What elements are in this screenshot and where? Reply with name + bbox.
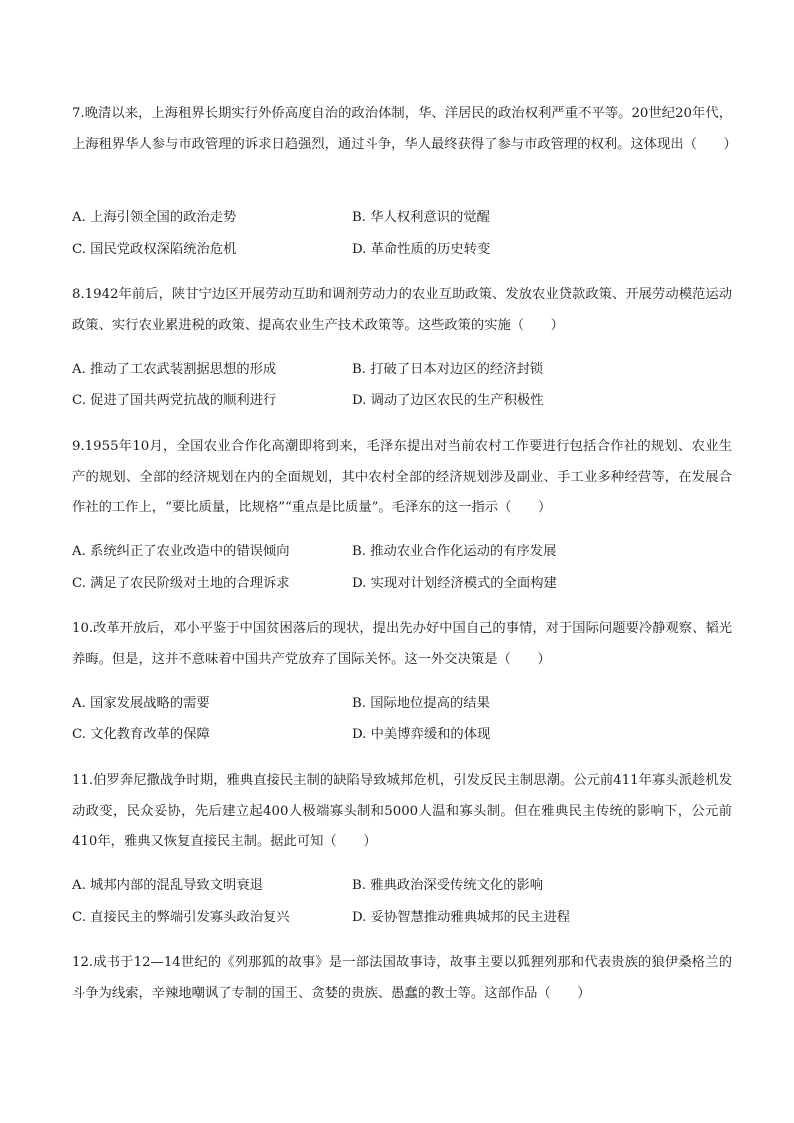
question-7-option-a: A. 上海引领全国的政治走势 — [72, 210, 237, 225]
question-11-option-c: C. 直接民主的弊端引发寡头政治复兴 — [72, 910, 290, 925]
question-7-option-d: D. 革命性质的历史转变 — [352, 242, 491, 257]
question-10-option-d: D. 中美博弈缓和的体现 — [352, 727, 491, 742]
question-10-option-b: B. 国际地位提高的结果 — [352, 696, 490, 711]
question-8-option-d: D. 调动了边区农民的生产积极性 — [352, 393, 544, 408]
question-8-option-a: A. 推动了工农武装割据思想的形成 — [72, 362, 277, 377]
question-11-stem: 11.伯罗奔尼撒战争时期，雅典直接民主制的缺陷导致城邦危机，引发反民主制思潮。公元前411年寡头派趁机发动政变，民众妥协，先后建立起400人极端寡头制和5000人温和寡头制。但在雅典民主传统的影响下，公元前410年，雅典又恢复直接民主制。据此可知（ ） — [72, 773, 732, 849]
question-7-stem: 7.晚清以来，上海租界长期实行外侨高度自治的政治体制，华、洋居民的政治权利严重不平等。20世纪20年代，上海租界华人参与市政管理的诉求日趋强烈，通过斗争，华人最终获得了参与市政管理的权利。这体现出（ ） — [72, 106, 737, 152]
question-11-option-a: A. 城邦内部的混乱导致文明衰退 — [72, 878, 263, 893]
question-10-option-a: A. 国家发展战略的需要 — [72, 696, 210, 711]
question-9-option-c: C. 满足了农民阶级对土地的合理诉求 — [72, 576, 290, 591]
question-12-stem: 12.成书于12—14世纪的《列那狐的故事》是一部法国故事诗，故事主要以狐狸列那和代表贵族的狼伊桑格兰的斗争为线索，辛辣地嘲讽了专制的国王、贪婪的贵族、愚蠢的教士等。这部作品（ ） — [72, 955, 732, 1001]
question-7-option-c: C. 国民党政权深陷统治危机 — [72, 242, 237, 257]
question-10-stem: 10.改革开放后，邓小平鉴于中国贫困落后的现状，提出先办好中国自己的事情，对于国际问题要冷静观察、韬光养晦。但是，这并不意味着中国共产党放弃了国际关怀。这一外交决策是（ ） — [72, 621, 732, 667]
question-9-option-b: B. 推动农业合作化运动的有序发展 — [352, 544, 557, 559]
question-8-stem: 8.1942年前后，陕甘宁边区开展劳动互助和调剂劳动力的农业互助政策、发放农业贷款政策、开展劳动模范运动政策、实行农业累进税的政策、提高农业生产技术政策等。这些政策的实施（ ） — [72, 287, 732, 333]
question-8-option-b: B. 打破了日本对边区的经济封锁 — [352, 362, 544, 377]
question-9-option-d: D. 实现对计划经济模式的全面构建 — [352, 576, 557, 591]
question-11-option-b: B. 雅典政治深受传统文化的影响 — [352, 878, 544, 893]
question-11-option-d: D. 妥协智慧推动雅典城邦的民主进程 — [352, 910, 571, 925]
question-9-option-a: A. 系统纠正了农业改造中的错误倾向 — [72, 544, 290, 559]
question-7-option-b: B. 华人权利意识的觉醒 — [352, 210, 490, 225]
question-8-option-c: C. 促进了国共两党抗战的顺利进行 — [72, 393, 277, 408]
question-10-option-c: C. 文化教育改革的保障 — [72, 727, 210, 742]
question-9-stem: 9.1955年10月，全国农业合作化高潮即将到来，毛泽东提出对当前农村工作要进行包括合作社的规划、农业生产的规划、全部的经济规划在内的全面规划，其中农村全部的经济规划涉及副业、手工业多种经营等，在发展合作社的工作上，“要比质量，比规格”“重点是比质量”。毛泽东的这一指示（ ） — [72, 439, 732, 515]
